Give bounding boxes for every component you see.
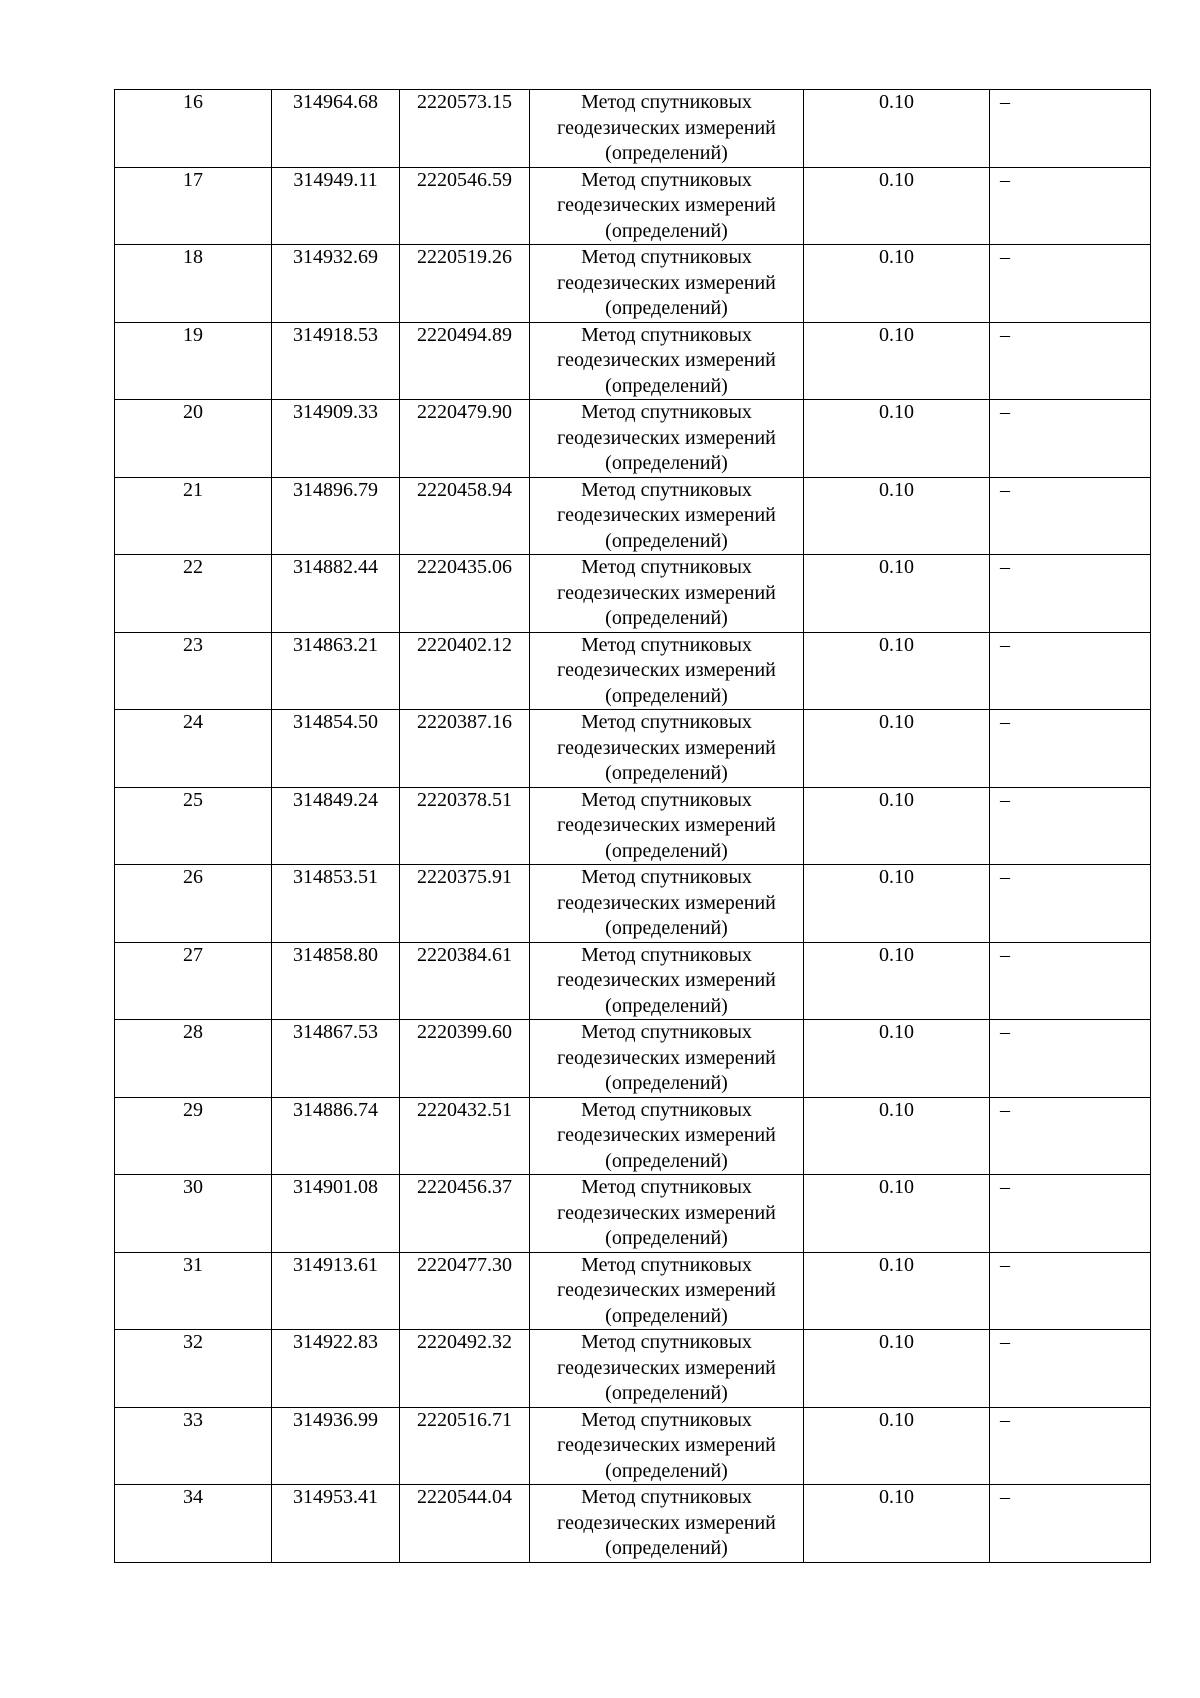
accuracy-cell: 0.10: [804, 555, 990, 633]
method-line: Метод спутниковых: [581, 246, 752, 268]
x-coordinate-cell: 314882.44: [272, 555, 400, 633]
table-row: [115, 1485, 1151, 1563]
note-cell: –: [990, 400, 1151, 478]
x-coordinate-cell: 314853.51: [272, 865, 400, 943]
table-row: [115, 942, 1151, 1020]
method-cell: [530, 1485, 804, 1563]
note-cell: –: [990, 787, 1151, 865]
table-row: [115, 1252, 1151, 1330]
accuracy-cell: 0.10: [804, 1020, 990, 1098]
note-cell: –: [990, 942, 1151, 1020]
method-cell: [530, 1407, 804, 1485]
note-cell: –: [990, 322, 1151, 400]
accuracy-cell: 0.10: [804, 477, 990, 555]
accuracy-cell: 0.10: [804, 942, 990, 1020]
note-cell: –: [990, 1097, 1151, 1175]
point-number-cell: 26: [115, 865, 272, 943]
method-line: геодезических измерений: [557, 1356, 776, 1379]
method-line: геодезических измерений: [557, 1046, 776, 1069]
method-line: (определений): [605, 1459, 728, 1482]
x-coordinate-cell: 314909.33: [272, 400, 400, 478]
method-line: Метод спутниковых: [581, 91, 752, 113]
method-line: Метод спутниковых: [581, 1098, 752, 1121]
x-coordinate-cell: 314922.83: [272, 1330, 400, 1408]
accuracy-cell: 0.10: [804, 1252, 990, 1330]
method-line: Метод спутниковых: [581, 633, 752, 656]
method-line: (определений): [605, 529, 728, 552]
point-number-cell: 34: [115, 1485, 272, 1563]
accuracy-cell: 0.10: [804, 1485, 990, 1563]
method-line: геодезических измерений: [557, 1124, 776, 1146]
method-cell: [530, 1097, 804, 1175]
method-cell: [530, 1252, 804, 1330]
method-line: (определений): [605, 1227, 728, 1249]
method-cell: [530, 865, 804, 943]
note-cell: –: [990, 865, 1151, 943]
note-cell: –: [990, 477, 1151, 555]
y-coordinate-cell: 2220378.51: [400, 787, 530, 865]
accuracy-cell: 0.10: [804, 245, 990, 323]
method-cell: [530, 167, 804, 245]
method-line: геодезических измерений: [557, 1511, 776, 1534]
x-coordinate-cell: 314949.11: [272, 167, 400, 245]
point-number-cell: 25: [115, 787, 272, 865]
table-row: [115, 710, 1151, 788]
y-coordinate-cell: 2220435.06: [400, 555, 530, 633]
method-line: геодезических измерений: [557, 969, 776, 991]
method-line: геодезических измерений: [557, 116, 776, 139]
method-line: геодезических измерений: [557, 1201, 776, 1224]
point-number-cell: 22: [115, 555, 272, 633]
note-cell: –: [990, 1485, 1151, 1563]
method-line: геодезических измерений: [557, 504, 776, 526]
accuracy-cell: 0.10: [804, 1175, 990, 1253]
y-coordinate-cell: 2220479.90: [400, 400, 530, 478]
x-coordinate-cell: 314858.80: [272, 942, 400, 1020]
accuracy-cell: 0.10: [804, 90, 990, 168]
method-cell: [530, 1020, 804, 1098]
coordinates-table: [114, 89, 1151, 1563]
method-cell: [530, 555, 804, 633]
accuracy-cell: 0.10: [804, 865, 990, 943]
method-line: Метод спутниковых: [581, 401, 752, 423]
method-line: (определений): [605, 452, 728, 474]
method-line: (определений): [605, 1304, 728, 1327]
method-line: (определений): [605, 1382, 728, 1404]
method-line: Метод спутниковых: [581, 478, 752, 501]
x-coordinate-cell: 314932.69: [272, 245, 400, 323]
method-line: (определений): [605, 1072, 728, 1094]
point-number-cell: 24: [115, 710, 272, 788]
note-cell: –: [990, 1407, 1151, 1485]
method-line: (определений): [605, 219, 728, 242]
method-line: (определений): [605, 1537, 728, 1559]
accuracy-cell: 0.10: [804, 710, 990, 788]
x-coordinate-cell: 314849.24: [272, 787, 400, 865]
method-line: Метод спутниковых: [581, 1021, 752, 1043]
y-coordinate-cell: 2220516.71: [400, 1407, 530, 1485]
method-cell: [530, 90, 804, 168]
y-coordinate-cell: 2220432.51: [400, 1097, 530, 1175]
note-cell: –: [990, 167, 1151, 245]
x-coordinate-cell: 314964.68: [272, 90, 400, 168]
method-line: Метод спутниковых: [581, 711, 752, 733]
y-coordinate-cell: 2220402.12: [400, 632, 530, 710]
y-coordinate-cell: 2220519.26: [400, 245, 530, 323]
x-coordinate-cell: 314918.53: [272, 322, 400, 400]
method-cell: [530, 400, 804, 478]
method-line: (определений): [605, 994, 728, 1017]
table-row: [115, 865, 1151, 943]
x-coordinate-cell: 314896.79: [272, 477, 400, 555]
accuracy-cell: 0.10: [804, 322, 990, 400]
y-coordinate-cell: 2220546.59: [400, 167, 530, 245]
y-coordinate-cell: 2220456.37: [400, 1175, 530, 1253]
note-cell: –: [990, 90, 1151, 168]
method-line: геодезических измерений: [557, 271, 776, 294]
table-row: [115, 1330, 1151, 1408]
table-row: [115, 322, 1151, 400]
table-row: [115, 1020, 1151, 1098]
accuracy-cell: 0.10: [804, 632, 990, 710]
method-cell: [530, 1330, 804, 1408]
method-line: геодезических измерений: [557, 659, 776, 681]
accuracy-cell: 0.10: [804, 787, 990, 865]
note-cell: –: [990, 1330, 1151, 1408]
point-number-cell: 32: [115, 1330, 272, 1408]
y-coordinate-cell: 2220573.15: [400, 90, 530, 168]
x-coordinate-cell: 314901.08: [272, 1175, 400, 1253]
y-coordinate-cell: 2220458.94: [400, 477, 530, 555]
accuracy-cell: 0.10: [804, 400, 990, 478]
point-number-cell: 20: [115, 400, 272, 478]
point-number-cell: 17: [115, 167, 272, 245]
method-line: (определений): [605, 607, 728, 629]
accuracy-cell: 0.10: [804, 1097, 990, 1175]
method-cell: [530, 1175, 804, 1253]
x-coordinate-cell: 314886.74: [272, 1097, 400, 1175]
method-line: (определений): [605, 297, 728, 319]
y-coordinate-cell: 2220399.60: [400, 1020, 530, 1098]
y-coordinate-cell: 2220384.61: [400, 942, 530, 1020]
point-number-cell: 33: [115, 1407, 272, 1485]
point-number-cell: 29: [115, 1097, 272, 1175]
y-coordinate-cell: 2220375.91: [400, 865, 530, 943]
accuracy-cell: 0.10: [804, 1330, 990, 1408]
point-number-cell: 16: [115, 90, 272, 168]
method-line: Метод спутниковых: [581, 1253, 752, 1276]
note-cell: –: [990, 555, 1151, 633]
y-coordinate-cell: 2220544.04: [400, 1485, 530, 1563]
method-line: геодезических измерений: [557, 194, 776, 216]
point-number-cell: 19: [115, 322, 272, 400]
point-number-cell: 27: [115, 942, 272, 1020]
table-row: [115, 245, 1151, 323]
method-cell: [530, 322, 804, 400]
table-row: [115, 167, 1151, 245]
note-cell: –: [990, 1175, 1151, 1253]
method-line: Метод спутниковых: [581, 1331, 752, 1353]
method-line: (определений): [605, 142, 728, 164]
accuracy-cell: 0.10: [804, 167, 990, 245]
method-line: (определений): [605, 762, 728, 784]
note-cell: –: [990, 710, 1151, 788]
method-cell: [530, 632, 804, 710]
method-cell: [530, 710, 804, 788]
method-line: (определений): [605, 684, 728, 707]
point-number-cell: 28: [115, 1020, 272, 1098]
method-cell: [530, 942, 804, 1020]
table-row: [115, 90, 1151, 168]
y-coordinate-cell: 2220494.89: [400, 322, 530, 400]
point-number-cell: 31: [115, 1252, 272, 1330]
method-line: геодезических измерений: [557, 581, 776, 604]
note-cell: –: [990, 1252, 1151, 1330]
method-line: (определений): [605, 839, 728, 862]
table-body: [115, 90, 1151, 1563]
method-line: Метод спутниковых: [581, 1408, 752, 1431]
table-row: [115, 555, 1151, 633]
method-line: геодезических измерений: [557, 1279, 776, 1301]
method-cell: [530, 787, 804, 865]
table-row: [115, 1175, 1151, 1253]
x-coordinate-cell: 314867.53: [272, 1020, 400, 1098]
x-coordinate-cell: 314854.50: [272, 710, 400, 788]
table-row: [115, 632, 1151, 710]
method-line: Метод спутниковых: [581, 866, 752, 888]
x-coordinate-cell: 314863.21: [272, 632, 400, 710]
method-line: (определений): [605, 374, 728, 397]
table-row: [115, 477, 1151, 555]
table-row: [115, 1407, 1151, 1485]
method-line: геодезических измерений: [557, 1434, 776, 1456]
note-cell: –: [990, 1020, 1151, 1098]
point-number-cell: 18: [115, 245, 272, 323]
method-cell: [530, 477, 804, 555]
x-coordinate-cell: 314913.61: [272, 1252, 400, 1330]
method-line: Метод спутниковых: [581, 943, 752, 966]
method-line: геодезических измерений: [557, 891, 776, 914]
x-coordinate-cell: 314936.99: [272, 1407, 400, 1485]
x-coordinate-cell: 314953.41: [272, 1485, 400, 1563]
table-row: [115, 1097, 1151, 1175]
method-line: Метод спутниковых: [581, 168, 752, 191]
y-coordinate-cell: 2220492.32: [400, 1330, 530, 1408]
method-line: (определений): [605, 917, 728, 939]
method-line: геодезических измерений: [557, 736, 776, 759]
table-row: [115, 787, 1151, 865]
method-line: геодезических измерений: [557, 349, 776, 371]
accuracy-cell: 0.10: [804, 1407, 990, 1485]
method-line: геодезических измерений: [557, 426, 776, 449]
point-number-cell: 21: [115, 477, 272, 555]
method-line: геодезических измерений: [557, 814, 776, 836]
note-cell: –: [990, 245, 1151, 323]
table-row: [115, 400, 1151, 478]
method-line: Метод спутниковых: [581, 1486, 752, 1508]
note-cell: –: [990, 632, 1151, 710]
method-line: Метод спутниковых: [581, 556, 752, 578]
method-line: Метод спутниковых: [581, 1176, 752, 1198]
method-cell: [530, 245, 804, 323]
point-number-cell: 30: [115, 1175, 272, 1253]
method-line: Метод спутниковых: [581, 788, 752, 811]
y-coordinate-cell: 2220387.16: [400, 710, 530, 788]
point-number-cell: 23: [115, 632, 272, 710]
method-line: (определений): [605, 1149, 728, 1172]
method-line: Метод спутниковых: [581, 323, 752, 346]
y-coordinate-cell: 2220477.30: [400, 1252, 530, 1330]
